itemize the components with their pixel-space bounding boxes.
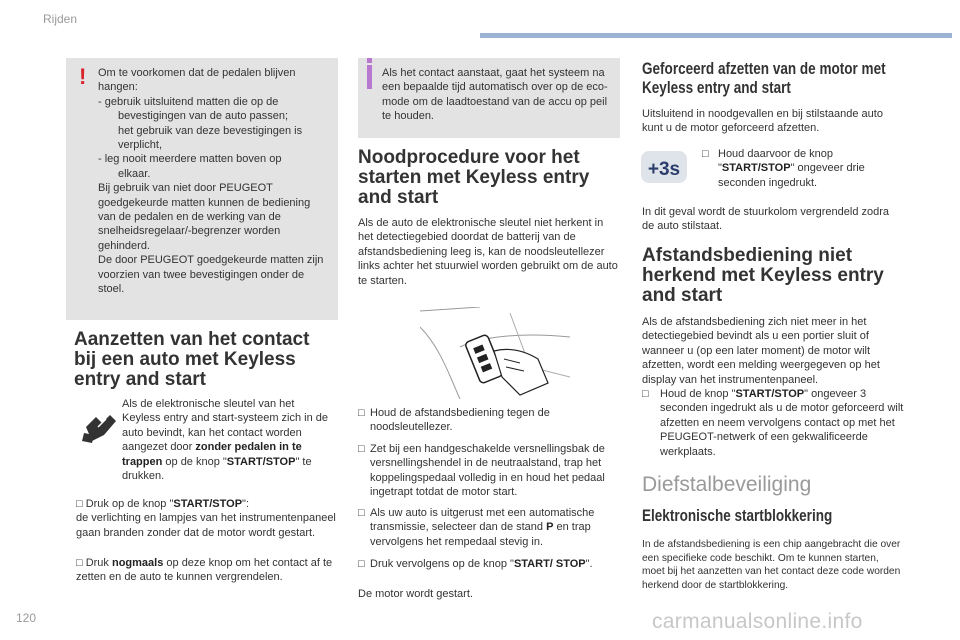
- forced-result: In dit geval wordt de stuurkolom vergrendeld zodra de auto stilstaat.: [642, 206, 890, 233]
- checkbox-icon: □: [642, 388, 649, 400]
- exclamation-icon: !: [79, 64, 87, 89]
- emergency-heading: Noodprocedure voor het starten met Keyless entry and start: [358, 147, 590, 208]
- forced-step: □ Houd daarvoor de knop "START/STOP" ongeveer drie seconden ingedrukt.: [702, 148, 865, 189]
- emergency-intro: Als de auto de elektronische sleutel niet herkent in het detectiegebied doordat de batterij van de afstandsbediening leeg is, kan de noodsleutellezer links achter het stuurwiel worden gebruikt om de auto te starten.: [358, 217, 618, 287]
- info-box: [358, 58, 620, 138]
- ignition-intro: Als de elektronische sleutel van het Keyless entry and start-systeem zich in de auto bevindt, kan het contact worden aangezet door zonder pedalen in te trappen op de knop "START/STOP" te drukken.: [122, 398, 329, 483]
- key-fob-reader-illustration: [420, 307, 570, 399]
- plus-3s-icon: [640, 150, 688, 184]
- theft-subheading: Elektronische startblokkering: [642, 507, 833, 525]
- page-number: 120: [16, 611, 37, 625]
- warning-item-1: - gebruik uitsluitend matten die op de: [98, 95, 279, 108]
- ignition-step-1: □ Druk op de knop "START/STOP": de verlichting en lampjes van het instrumentenpaneel gaan branden zonder dat de motor wordt gestart.: [76, 498, 336, 539]
- section-title: Rijden: [43, 12, 78, 26]
- emergency-step-4: □ Druk vervolgens op de knop "START/ STOP".: [358, 558, 593, 570]
- watermark: carmanualsonline.info: [652, 610, 863, 633]
- unrecognized-step: □ Houd de knop "START/STOP" ongeveer 3 seconden ingedrukt als u de motor geforceerd wilt afzetten en neem vervolgens contact op met het PEUGEOT-netwerk of een gekwalificeerde werkplaats.: [642, 388, 904, 458]
- theft-heading: Diefstalbeveiliging: [642, 473, 812, 496]
- ignition-step-2: □ Druk nogmaals op deze knop om het contact af te zetten en de auto te kunnen vergrendelen.: [76, 557, 333, 584]
- emergency-result: De motor wordt gestart.: [358, 588, 473, 600]
- warning-item-1c: het gebruik van deze bevestigingen is verplicht,: [118, 124, 303, 152]
- warning-item-2b: elkaar.: [118, 167, 151, 180]
- checkbox-icon: □: [358, 443, 365, 455]
- checkbox-icon: □: [358, 507, 365, 519]
- theft-text: In de afstandsbediening is een chip aangebracht die over een specifieke code beschikt. Om te kunnen starten, moet bij het aanzetten van het contact deze code worden herkend door de startblokkering.: [642, 539, 901, 591]
- info-icon: [367, 65, 372, 89]
- warning-item-1b: bevestigingen van de auto passen;: [118, 110, 289, 123]
- unrecognized-heading: Afstandsbediening niet herkend met Keyless entry and start: [642, 245, 884, 306]
- warning-para-1: Bij gebruik van niet door PEUGEOT goedgekeurde matten kunnen de bediening van de pedalen en de werking van de snelheidsregelaar/-begrenzer worden gehinderd.: [98, 182, 311, 252]
- unrecognized-intro: Als de afstandsbediening zich niet meer in het detectiegebied bevindt als u een portier sluit of wanneer u (op een later moment) de motor wilt afzetten, wordt een melding weergegeven op het display van het instrumentenpaneel.: [642, 316, 880, 386]
- emergency-step-2: □ Zet bij een handgeschakelde versnellingsbak de versnellingshendel in de neutraalstand, trap het koppelingspedaal volledig in en houd het pedaal ingetrapt totdat de motor start.: [358, 443, 605, 499]
- ignition-heading: Aanzetten van het contact bij een auto met Keyless entry and start: [74, 329, 310, 390]
- checkbox-icon: □: [358, 407, 365, 419]
- emergency-step-3: □ Als uw auto is uitgerust met een automatische transmissie, selecteer dan de stand P en trap vervolgens het rempedaal stevig in.: [358, 507, 595, 548]
- warning-box: [66, 58, 338, 320]
- warning-para-2: De door PEUGEOT goedgekeurde matten zijn voorzien van twee bevestigingen onder de stoel.: [98, 254, 324, 296]
- forced-heading: Geforceerd afzetten van de motor met Keyless entry and start: [642, 60, 886, 97]
- checkbox-icon: □: [358, 558, 365, 570]
- checkbox-icon: □: [702, 148, 709, 160]
- svg-text:+3s: +3s: [647, 159, 681, 180]
- warning-item-2: - leg nooit meerdere matten boven op: [98, 153, 282, 166]
- warning-intro: Om te voorkomen dat de pedalen blijven hangen:: [98, 67, 296, 94]
- header-bar: [480, 33, 952, 38]
- info-text: Als het contact aanstaat, gaat het systeem na een bepaalde tijd automatisch over op de eco-mode om de laadtoestand van de accu op peil te houden.: [382, 67, 608, 123]
- hand-pedal-icon: [80, 405, 120, 445]
- forced-intro: Uitsluitend in noodgevallen en bij stilstaande auto kunt u de motor geforceerd afzetten.: [642, 108, 883, 135]
- emergency-step-1: □ Houd de afstandsbediening tegen de noodsleutellezer.: [358, 407, 550, 434]
